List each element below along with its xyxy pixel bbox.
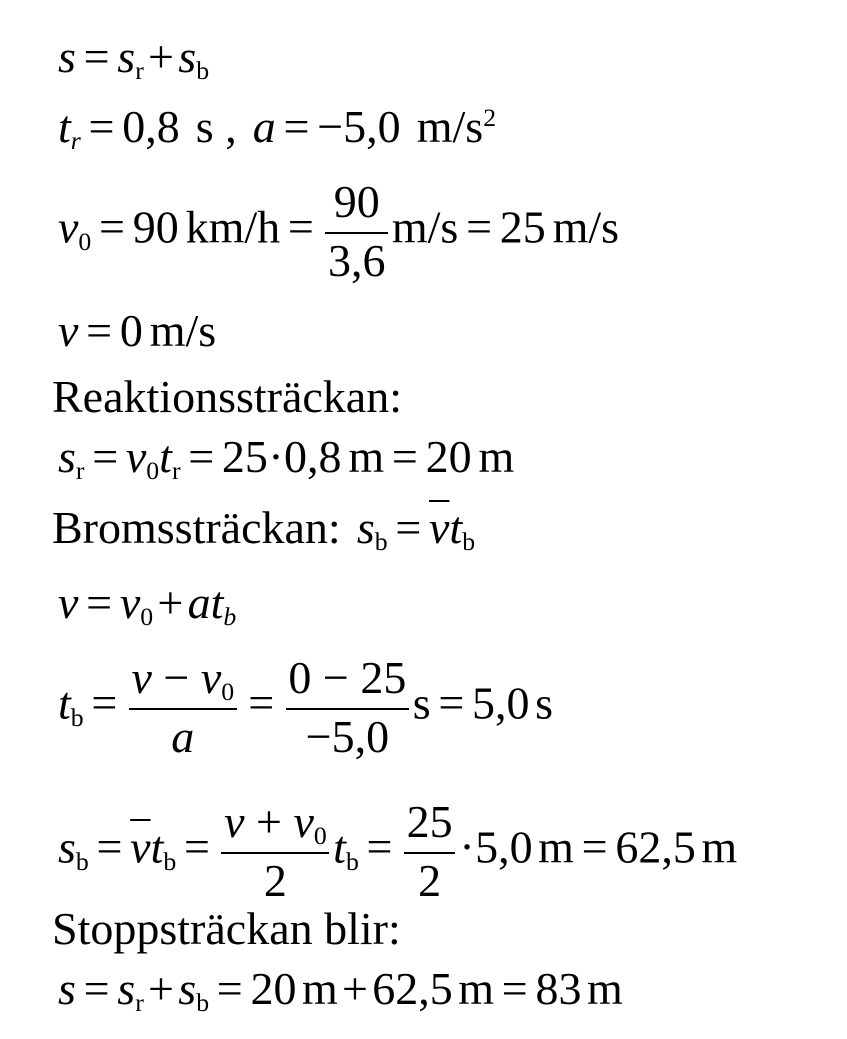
equation-velocity-relation: $v = v_0+at_b$ <box>58 577 237 632</box>
equation-braking-time: $t_b$ = $\frac{v - v_0}{a}$ = $\frac{0 - 25}{-5,0}$ s = 5,0 s <box>58 652 553 763</box>
fraction-numeric-time: $\frac{0 - 25}{-5,0}$ <box>286 654 409 762</box>
fraction-25-over-2: $\frac{25}{2}$ <box>404 798 456 906</box>
fraction-average-speed: $\frac{v + v_0}{2}$ <box>221 798 329 906</box>
equation-total-distance: $s = s_r+s_b$ <box>58 31 210 86</box>
equation-final-speed: v = 0 m/s <box>58 305 217 356</box>
fraction-delta-v-over-a: $\frac{v - v_0}{a}$ <box>129 654 237 762</box>
heading-braking-distance: Bromssträckan: <box>52 502 341 553</box>
equation-given-values: $t_r = 0,8$ s , a = −5,0 $m/s^2$ <box>58 101 497 156</box>
equation-stopping-distance: $s = s_r+s_b = 20$ m+62,5 m = 83 m <box>58 963 623 1018</box>
equation-initial-speed: $v_0 = 90$ km/h = $\frac{90}{3,6}$ m/s = 25 m/s <box>58 176 620 287</box>
heading-stopping-distance: Stoppsträckan blir: <box>52 903 401 954</box>
equation-reaction-distance: $s_r = v_0t_r = 25\cdot 0,8$ m = 20 m <box>58 431 515 486</box>
heading-reaction-distance: Reaktionssträckan: <box>52 371 403 422</box>
heading-braking-distance-row: Bromssträckan: $s_b = \overline{v}t_b$ <box>52 502 476 557</box>
equation-braking-distance: $s_b = \overline{v}t_b$ = $\frac{v + v_0}{2}$ $t_b$ = $\frac{25}{2}$ ·5,0 m = 62,5 m <box>58 796 738 907</box>
fraction-90-over-3-6: $\frac{90}{3,6}$ <box>325 178 388 286</box>
